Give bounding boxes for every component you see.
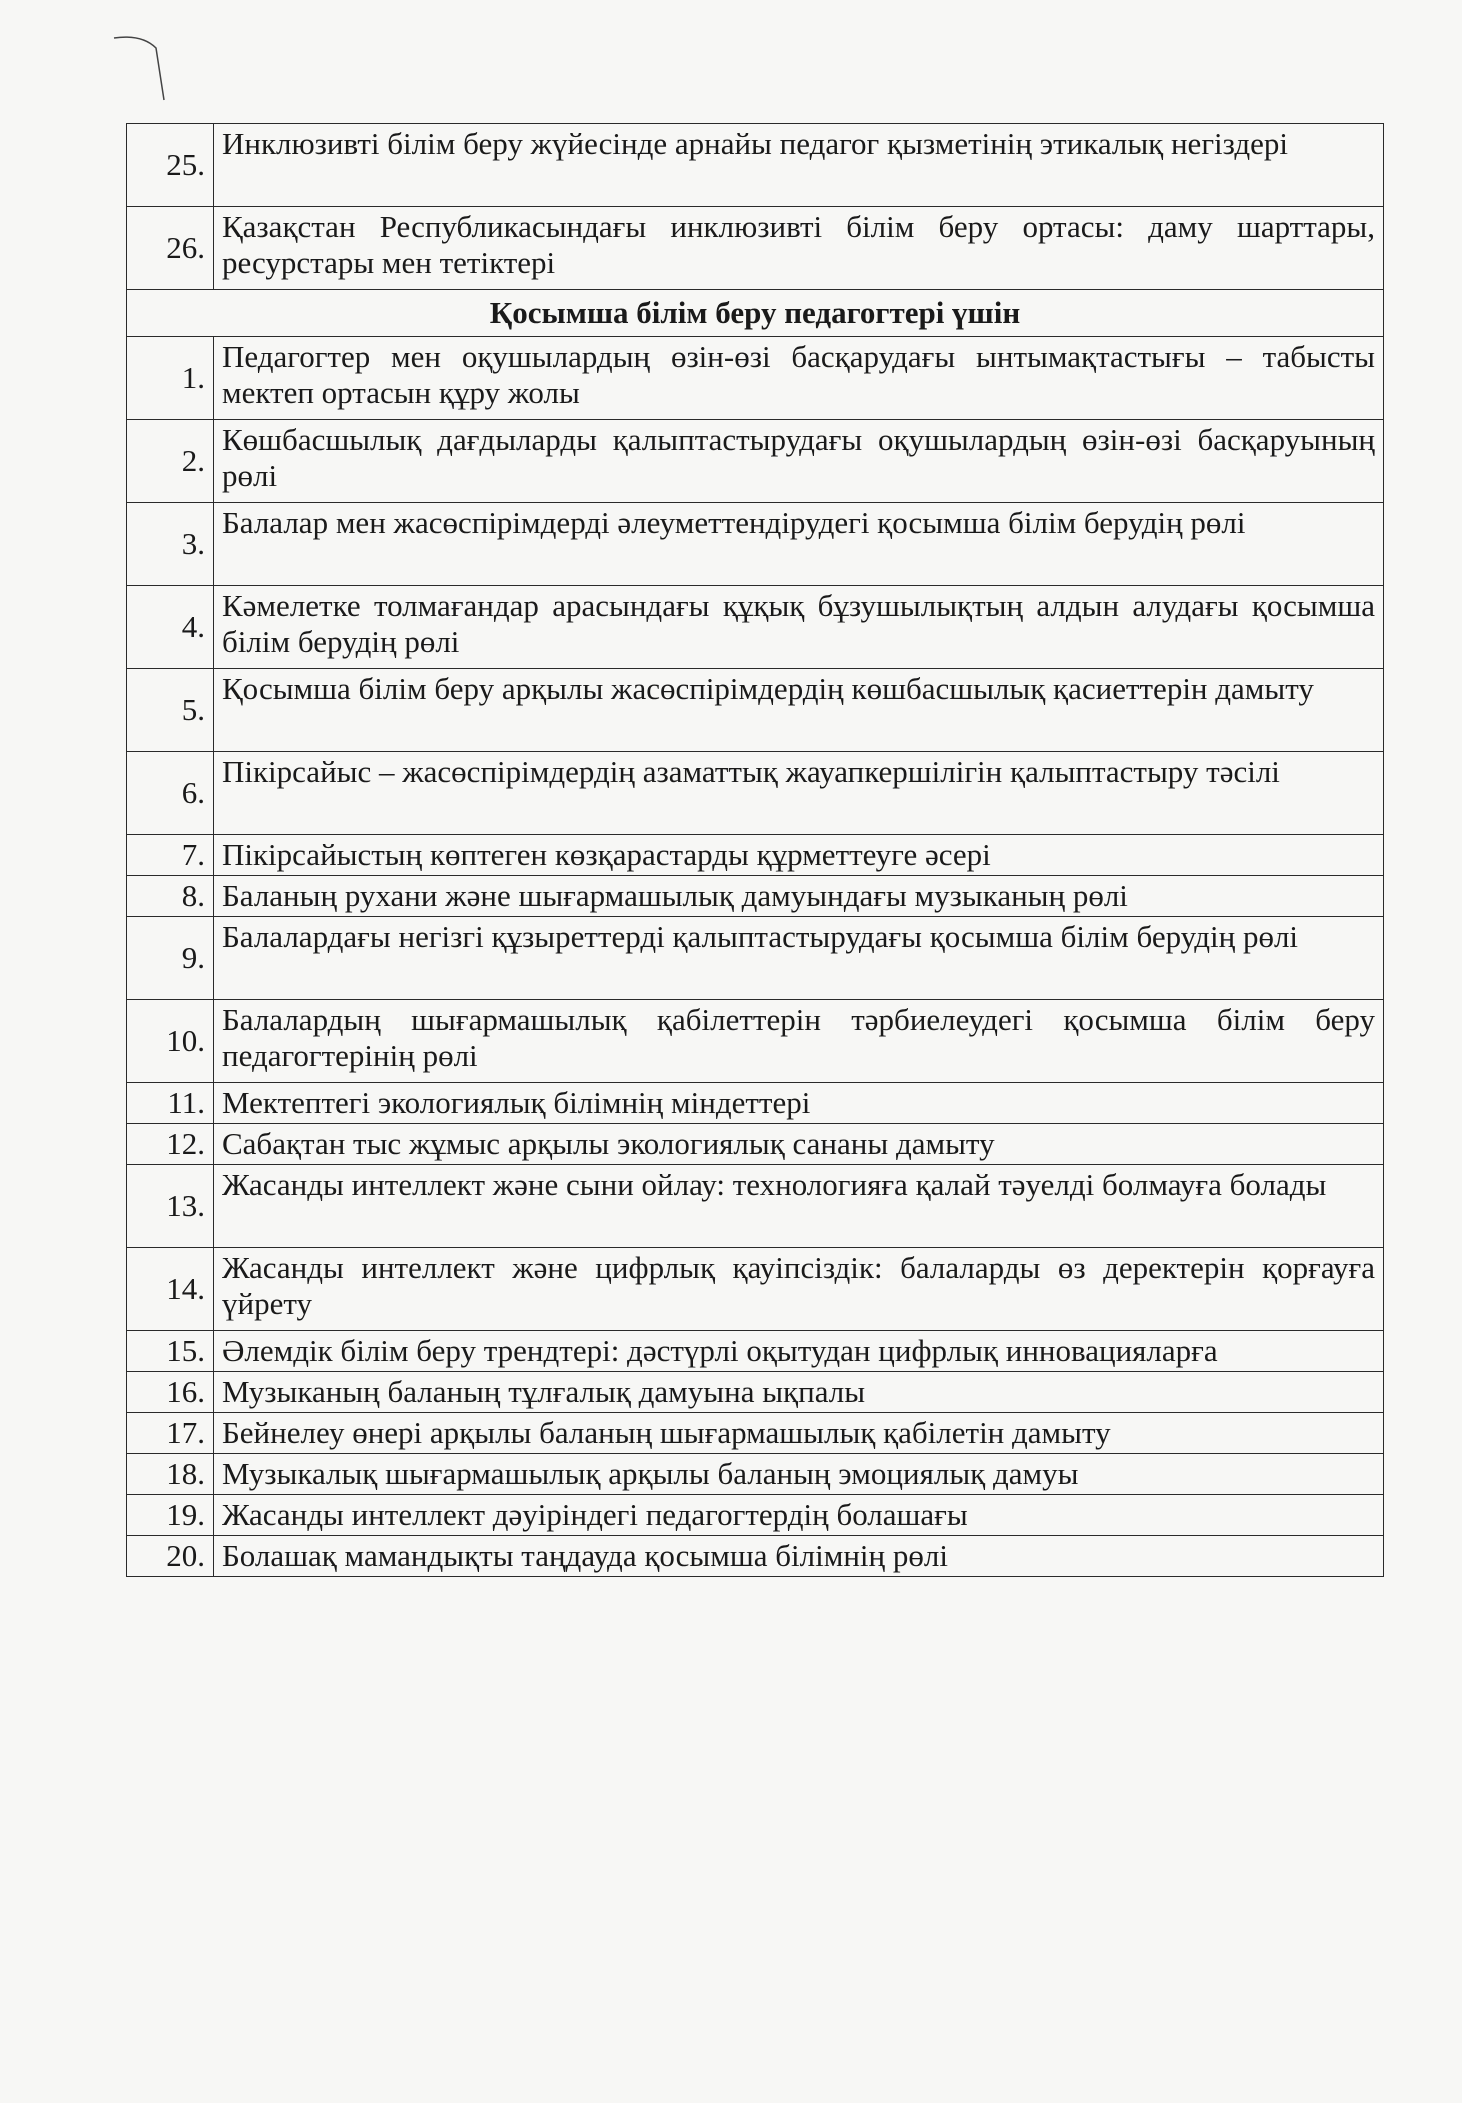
row-topic: Музыканың баланың тұлғалық дамуына ықпалы — [214, 1372, 1384, 1413]
table-row — [127, 1083, 1384, 1124]
row-topic: Қосымша білім беру арқылы жасөспірімдердің көшбасшылық қасиеттерін дамыту — [214, 669, 1384, 752]
row-number: 26. — [127, 207, 214, 290]
row-number: 14. — [127, 1248, 214, 1331]
table-row — [127, 207, 1384, 290]
row-topic: Жасанды интеллект және цифрлық қауіпсіздік: балаларды өз деректерін қорғауға үйрету — [214, 1248, 1384, 1331]
section-title: Қосымша білім беру педагогтері үшін — [127, 290, 1384, 337]
row-topic: Баланың рухани және шығармашылық дамуындағы музыканың рөлі — [214, 876, 1384, 917]
row-topic: Әлемдік білім беру трендтері: дәстүрлі оқытудан цифрлық инновацияларға — [214, 1331, 1384, 1372]
row-topic: Балалардың шығармашылық қабілеттерін тәрбиелеудегі қосымша білім беру педагогтерінің рөлі — [214, 1000, 1384, 1083]
row-topic: Кәмелетке толмағандар арасындағы құқық бұзушылықтың алдын алудағы қосымша білім берудің рөлі — [214, 586, 1384, 669]
row-topic: Жасанды интеллект дәуіріндегі педагогтердің болашағы — [214, 1495, 1384, 1536]
row-number: 10. — [127, 1000, 214, 1083]
table-row — [127, 669, 1384, 752]
table-row — [127, 1372, 1384, 1413]
table-row — [127, 1454, 1384, 1495]
row-number: 7. — [127, 835, 214, 876]
table-row — [127, 337, 1384, 420]
row-number: 4. — [127, 586, 214, 669]
row-number: 17. — [127, 1413, 214, 1454]
table-row — [127, 1000, 1384, 1083]
topics-table — [126, 123, 1384, 1577]
row-topic: Мектептегі экологиялық білімнің міндеттері — [214, 1083, 1384, 1124]
row-topic: Педагогтер мен оқушылардың өзін-өзі басқарудағы ынтымақтастығы – табысты мектеп ортасын құру жолы — [214, 337, 1384, 420]
row-number: 25. — [127, 124, 214, 207]
section-header-row — [127, 290, 1384, 337]
row-number: 8. — [127, 876, 214, 917]
row-number: 16. — [127, 1372, 214, 1413]
row-number: 13. — [127, 1165, 214, 1248]
table-row — [127, 1536, 1384, 1577]
table-row — [127, 1495, 1384, 1536]
row-topic: Музыкалық шығармашылық арқылы баланың эмоциялық дамуы — [214, 1454, 1384, 1495]
table-row — [127, 586, 1384, 669]
table-row — [127, 420, 1384, 503]
row-number: 2. — [127, 420, 214, 503]
table-row — [127, 1165, 1384, 1248]
row-topic: Бейнелеу өнері арқылы баланың шығармашылық қабілетін дамыту — [214, 1413, 1384, 1454]
row-topic: Жасанды интеллект және сыни ойлау: технологияға қалай тәуелді болмауға болады — [214, 1165, 1384, 1248]
table-row — [127, 1248, 1384, 1331]
pen-stroke-mark — [112, 30, 172, 110]
row-topic: Сабақтан тыс жұмыс арқылы экологиялық сананы дамыту — [214, 1124, 1384, 1165]
table-row — [127, 876, 1384, 917]
row-number: 12. — [127, 1124, 214, 1165]
row-topic: Пікірсайыстың көптеген көзқарастарды құрметтеуге әсері — [214, 835, 1384, 876]
row-topic: Балалар мен жасөспірімдерді әлеуметтендірудегі қосымша білім берудің рөлі — [214, 503, 1384, 586]
table-row — [127, 124, 1384, 207]
row-number: 9. — [127, 917, 214, 1000]
row-number: 1. — [127, 337, 214, 420]
table-row — [127, 1413, 1384, 1454]
row-number: 19. — [127, 1495, 214, 1536]
row-number: 5. — [127, 669, 214, 752]
row-topic: Қазақстан Республикасындағы инклюзивті білім беру ортасы: даму шарттары, ресурстары мен тетіктері — [214, 207, 1384, 290]
table-row — [127, 1124, 1384, 1165]
table-row — [127, 752, 1384, 835]
table-row — [127, 503, 1384, 586]
row-number: 18. — [127, 1454, 214, 1495]
table-row — [127, 1331, 1384, 1372]
row-topic: Пікірсайыс – жасөспірімдердің азаматтық жауапкершілігін қалыптастыру тәсілі — [214, 752, 1384, 835]
row-topic: Болашақ мамандықты таңдауда қосымша білімнің рөлі — [214, 1536, 1384, 1577]
row-number: 3. — [127, 503, 214, 586]
row-topic: Балалардағы негізгі құзыреттерді қалыптастырудағы қосымша білім берудің рөлі — [214, 917, 1384, 1000]
table-row — [127, 835, 1384, 876]
row-topic: Көшбасшылық дағдыларды қалыптастырудағы оқушылардың өзін-өзі басқаруының рөлі — [214, 420, 1384, 503]
row-number: 11. — [127, 1083, 214, 1124]
table-row — [127, 917, 1384, 1000]
row-number: 6. — [127, 752, 214, 835]
row-number: 15. — [127, 1331, 214, 1372]
row-topic: Инклюзивті білім беру жүйесінде арнайы педагог қызметінің этикалық негіздері — [214, 124, 1384, 207]
row-number: 20. — [127, 1536, 214, 1577]
